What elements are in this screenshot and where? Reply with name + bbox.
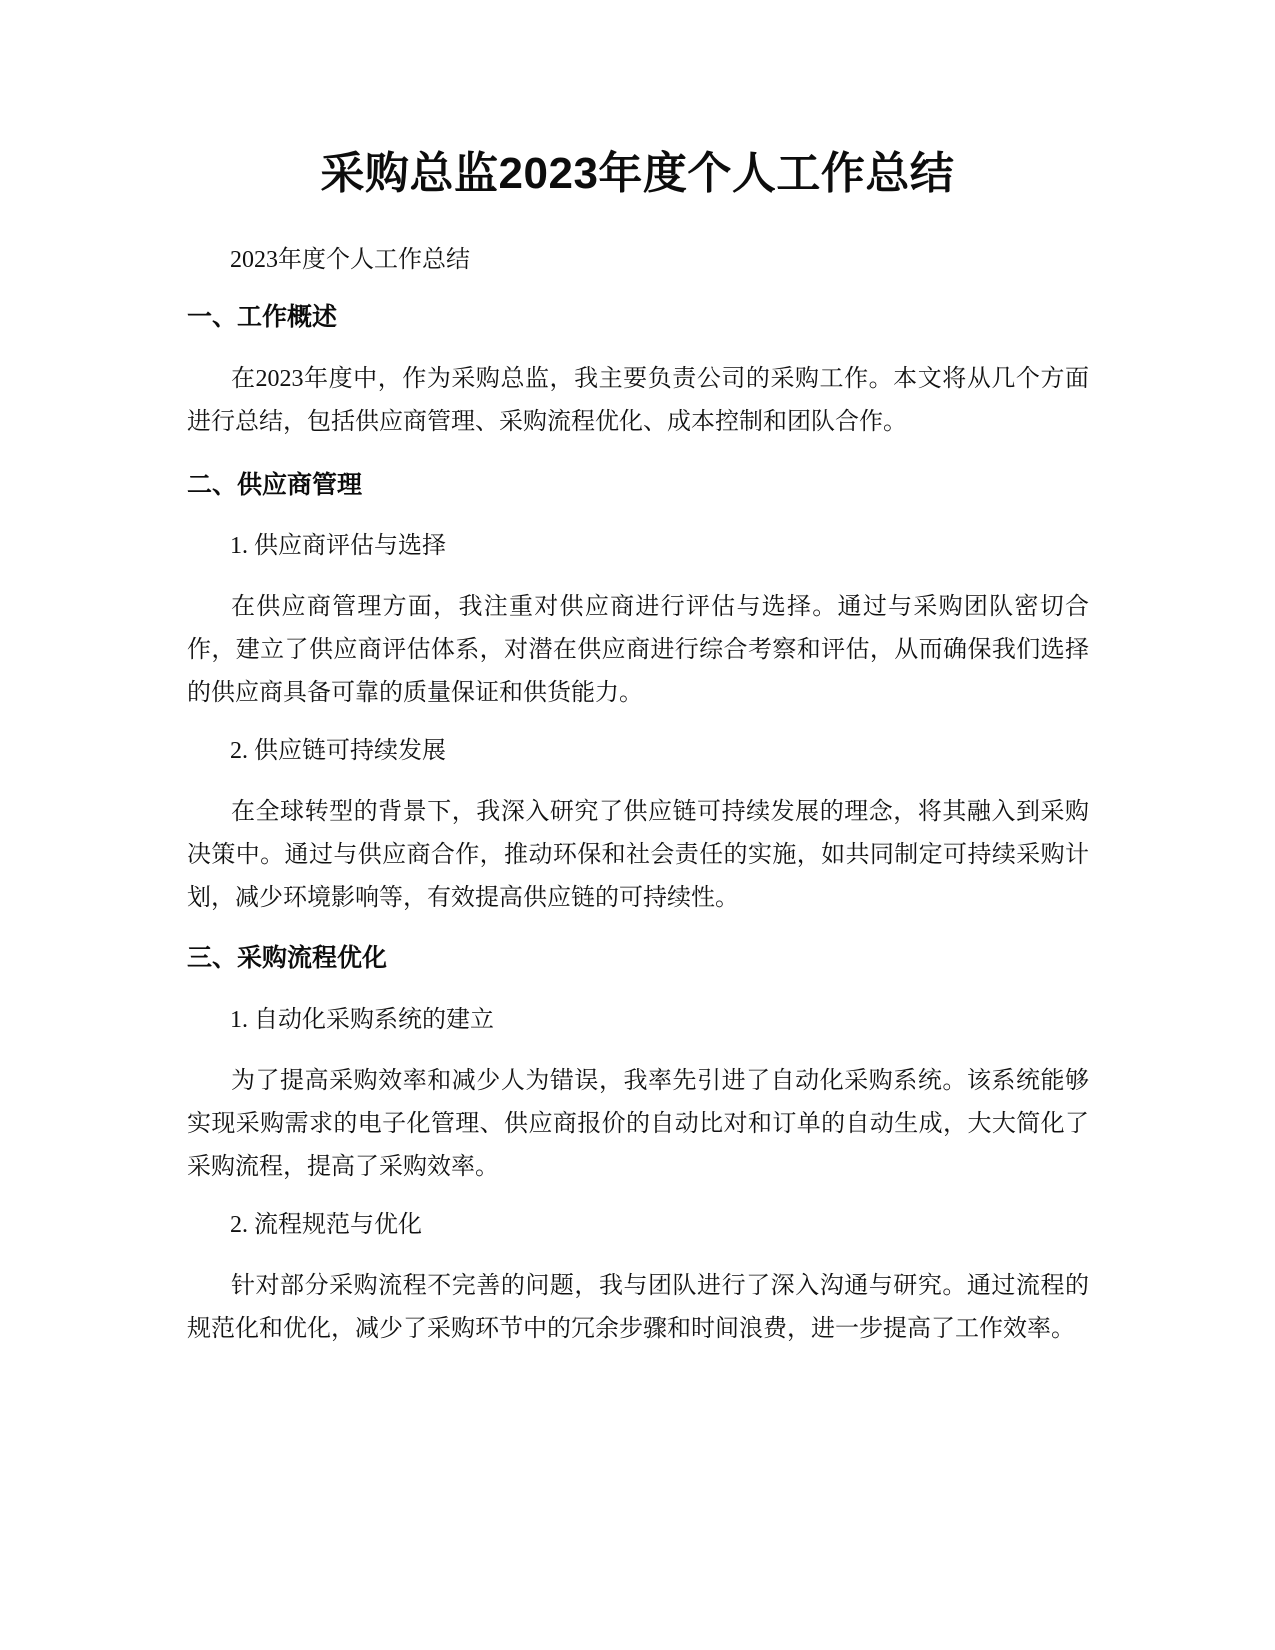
section-heading-overview: 一、工作概述 [187, 303, 338, 331]
paragraph-supply-chain-sustainability: 在全球转型的背景下，我深入研究了供应链可持续发展的理念，将其融入到采购决策中。通过与供应商合作，推动环保和社会责任的实施，如共同制定可持续采购计划，减少环境影响等，有效提高供应链的可持续性。 [187, 799, 1089, 911]
subheading-process-standardization: 2. 流程规范与优化 [230, 1212, 422, 1238]
subheading-supply-chain-sustainability: 2. 供应链可持续发展 [230, 738, 446, 764]
section-heading-supplier: 二、供应商管理 [187, 471, 363, 499]
document-subtitle: 2023年度个人工作总结 [230, 247, 470, 273]
paragraph-supplier-evaluation: 在供应商管理方面，我注重对供应商进行评估与选择。通过与采购团队密切合作，建立了供应商评估体系，对潜在供应商进行综合考察和评估，从而确保我们选择的供应商具备可靠的质量保证和供货能力。 [187, 594, 1089, 706]
section-heading-process-optimization: 三、采购流程优化 [187, 944, 388, 972]
subheading-supplier-evaluation: 1. 供应商评估与选择 [230, 533, 446, 559]
subheading-automation-system: 1. 自动化采购系统的建立 [230, 1007, 494, 1033]
paragraph-automation-system: 为了提高采购效率和减少人为错误，我率先引进了自动化采购系统。该系统能够实现采购需求的电子化管理、供应商报价的自动比对和订单的自动生成，大大简化了采购流程，提高了采购效率。 [187, 1068, 1089, 1180]
paragraph-process-standardization: 针对部分采购流程不完善的问题，我与团队进行了深入沟通与研究。通过流程的规范化和优化，减少了采购环节中的冗余步骤和时间浪费，进一步提高了工作效率。 [187, 1273, 1089, 1342]
section-paragraph-overview: 在2023年度中，作为采购总监，我主要负责公司的采购工作。本文将从几个方面进行总结，包括供应商管理、采购流程优化、成本控制和团队合作。 [187, 366, 1089, 435]
document-title: 采购总监2023年度个人工作总结 [320, 149, 955, 198]
